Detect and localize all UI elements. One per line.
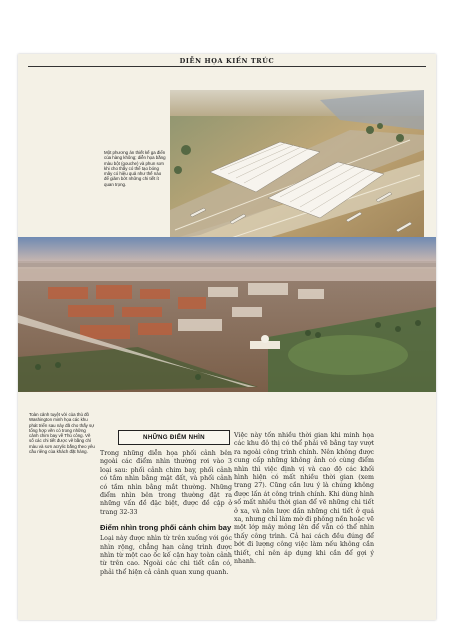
figure-caption-bottom: Toàn cảnh tuyệt vời của thủ đô Washington minh họa các khu phát triển sau này đã cho thấy sự tổng hợp vẽn có trong những cảnh chim bay về Thủ công. Vẽ số các chi tiết được vẽ bằng chì màu và sơn acrylic bằng theo yêu cầu riêng của khách đặt hàng.	[29, 412, 95, 455]
body-paragraph-right: Việc này tốn nhiều thời gian khi minh họa các khu đô thị có thể phải vẽ bằng tay vượt ra ngoài công trình chính. Nên không được cung cấp những không ảnh có cùng điểm nhìn thì việc định vị và cao độ các khối hình hiện có mất nhiều thời gian (xem trang 27). Cũng cần lưu ý là chúng không được lấn át công trình chính. Khi dùng hình số mất nhiều thời gian để vẽ những chi tiết ở xa, và nên lược dần những chi tiết ở quá xa, nhưng chỉ làm mờ đi phông nền hoặc vẽ một lớp mây mỏng lên để vẫn có thể nhìn thấy công trình. Cả hai cách đều đúng để bớt đi lượng công việc làm nếu không cần thiết, chỉ nên áp dụng khi cần để gợi ý nhanh.	[234, 432, 374, 566]
body-column-right	[234, 432, 374, 567]
intro-paragraph: Trong những diễn họa phối cảnh bên ngoài các điểm nhìn thường rơi vào 3 loại sau: phối cảnh chim bay, phối cảnh có tầm nhìn bằng mặt đất, và phối cảnh có tầm nhìn bằng mắt thường. Những điểm nhìn bên trong thường đặt ra những vấn đề đặc biệt, được đề cập ở trang 32-33	[100, 450, 232, 516]
washington-panorama-illustration	[18, 237, 436, 392]
subheading: Điểm nhìn trong phối cảnh chim bay	[100, 523, 232, 533]
body-column-left	[100, 450, 232, 577]
body-paragraph-left: Loại này được nhìn từ trên xuống với góc nhìn rộng, chẳng hạn cảng trình được nhìn từ một cao ốc kế cận hay toàn cảnh từ trên cao. Ngoài các chi tiết cần có, phải thể hiện cả cảnh quan xung quanh.	[100, 535, 232, 576]
running-header: DIỄN HỌA KIẾN TRÚC	[179, 57, 275, 65]
book-page	[18, 54, 436, 620]
section-heading: NHỮNG ĐIỂM NHÌN	[118, 430, 230, 445]
header-rule	[28, 66, 426, 67]
figure-caption-top: Một phương án thiết kế ga điển của hàng không; diễn họa bằng màu bột (gouche) và phun sơn khi cho thấy có thể tạo bóng mây có hiệu quả như thế nào để giảm bớt những chi tiết ít quan trọng.	[104, 150, 166, 187]
